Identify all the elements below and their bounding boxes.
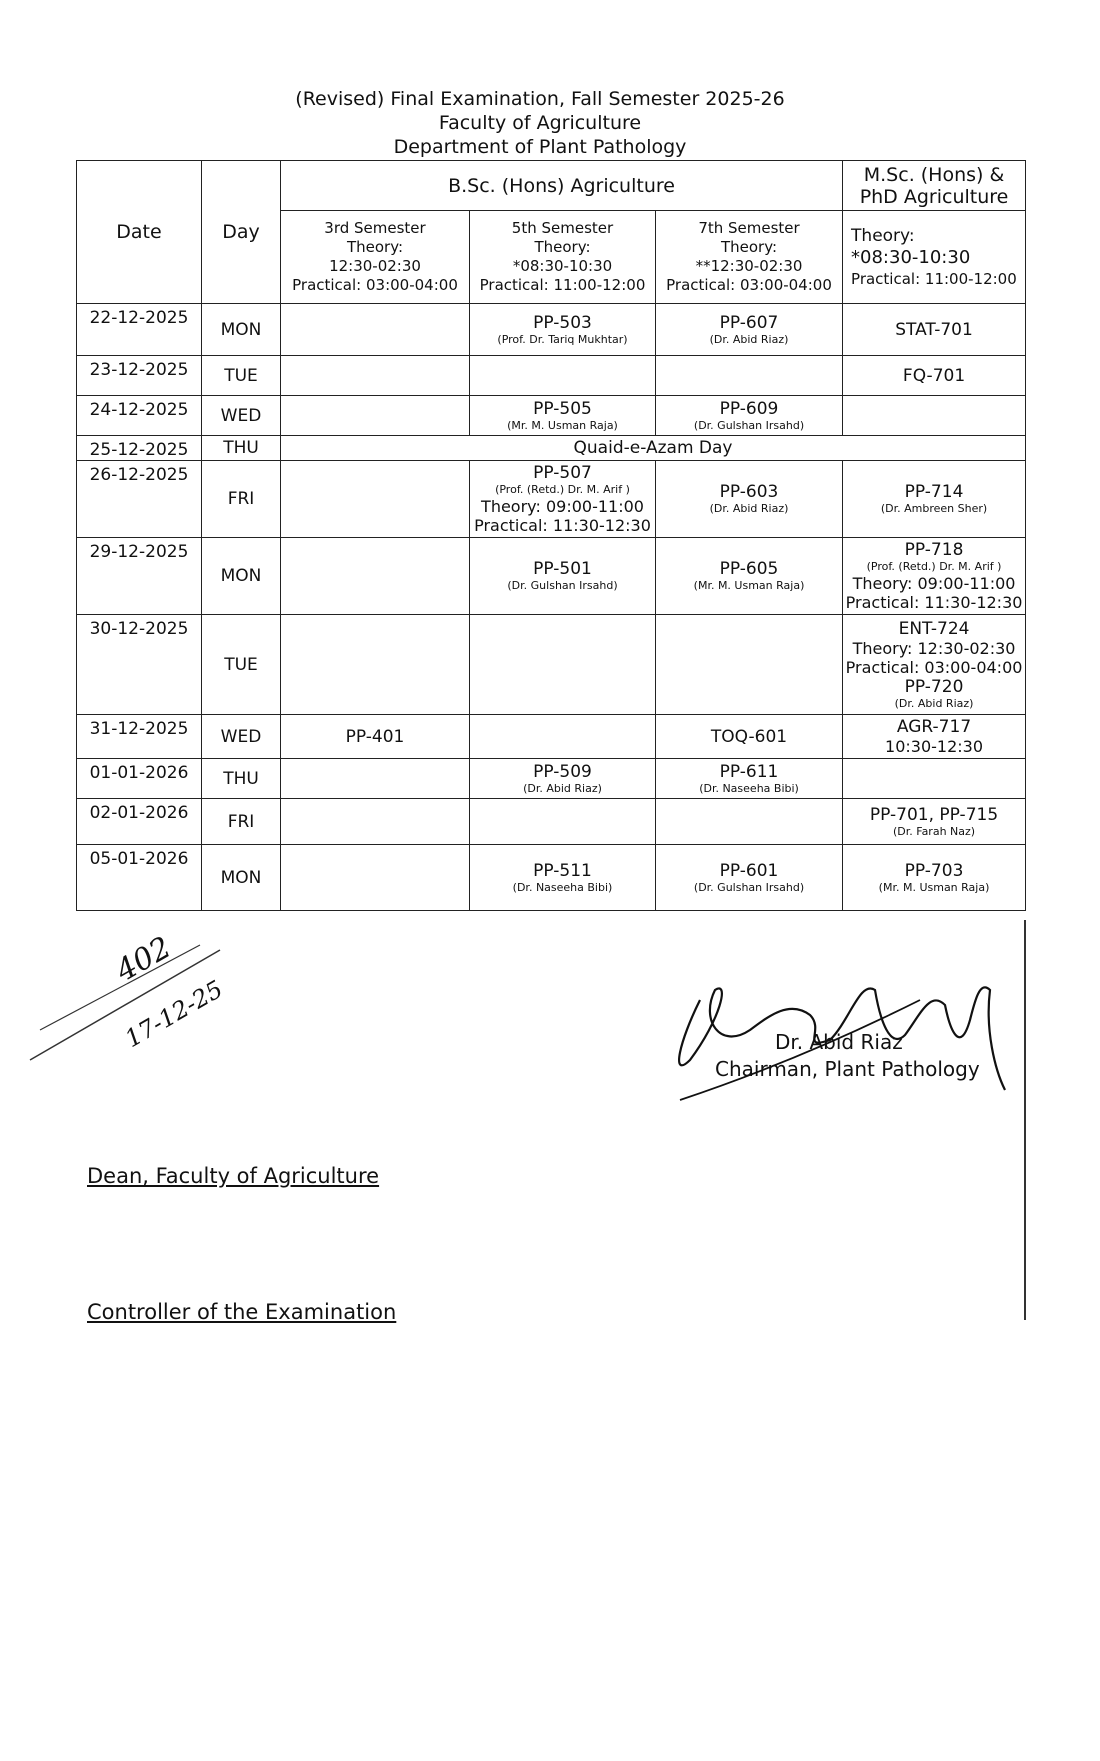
date-cell: 25-12-2025 <box>77 436 202 461</box>
day-cell: FRI <box>202 461 281 538</box>
date-cell: 05-01-2026 <box>77 845 202 911</box>
holiday-cell: Quaid-e-Azam Day <box>281 436 1026 461</box>
instructor-name: (Prof. Dr. Tariq Mukhtar) <box>497 332 628 346</box>
table-row <box>77 845 1026 911</box>
date-cell: 24-12-2025 <box>77 396 202 436</box>
sem7-theory-time: **12:30-02:30 <box>695 257 803 275</box>
instructor-name: (Dr. Gulshan Irsahd) <box>693 880 805 894</box>
table-row <box>77 436 1026 461</box>
instructor-name: (Dr. Naseeha Bibi) <box>512 880 613 894</box>
msc-theory-time: *08:30-10:30 <box>851 247 971 268</box>
msc-cell <box>843 615 1026 715</box>
department-name: Department of Plant Pathology <box>393 136 687 158</box>
msc-cell <box>843 799 1026 845</box>
instructor-name: (Mr. M. Usman Raja) <box>693 579 805 592</box>
table-row <box>77 538 1026 615</box>
msc-group-header <box>843 161 1026 211</box>
date-column-header: Date <box>77 161 202 304</box>
instructor-name: (Dr. Abid Riaz) <box>709 502 789 515</box>
s3-cell <box>281 715 470 759</box>
msc-cell <box>843 759 1026 799</box>
course-code: AGR-717 <box>896 717 972 737</box>
s7-cell <box>656 715 843 759</box>
day-cell: MON <box>202 538 281 615</box>
practical-time: Practical: 11:30-12:30 <box>845 593 1023 612</box>
exam-schedule-table <box>76 160 1026 911</box>
s3-cell <box>281 461 470 538</box>
s5-cell <box>470 715 656 759</box>
course-code: PP-507 <box>533 463 592 483</box>
sem7-header <box>656 211 843 304</box>
table-row <box>77 715 1026 759</box>
table-row <box>77 304 1026 356</box>
instructor-name: (Prof. (Retd.) Dr. M. Arif ) <box>495 483 630 496</box>
sem7-practical-time: Practical: 03:00-04:00 <box>666 276 832 294</box>
sem7-theory-label: Theory: <box>720 238 778 256</box>
exam-time: 10:30-12:30 <box>885 737 984 756</box>
course-code: PP-611 <box>719 761 779 782</box>
course-code: PP-718 <box>904 540 964 560</box>
sem3-practical-time: Practical: 03:00-04:00 <box>292 276 458 294</box>
course-code: PP-605 <box>719 559 779 579</box>
sem5-theory-time: *08:30-10:30 <box>512 257 613 275</box>
date-cell: 23-12-2025 <box>77 356 202 396</box>
s3-cell <box>281 759 470 799</box>
faculty-name: Faculty of Agriculture <box>438 112 642 134</box>
msc-group-line2: PhD Agriculture <box>859 185 1009 208</box>
s5-cell <box>470 759 656 799</box>
sem7-name: 7th Semester <box>698 219 800 237</box>
s5-cell <box>470 461 656 538</box>
document-title: (Revised) Final Examination, Fall Semester 2025-26 <box>295 88 785 110</box>
s5-cell <box>470 396 656 436</box>
msc-cell <box>843 356 1026 396</box>
s3-cell <box>281 845 470 911</box>
table-row <box>77 759 1026 799</box>
sem5-theory-label: Theory: <box>534 238 591 256</box>
day-column-header: Day <box>202 161 281 304</box>
s7-cell <box>656 538 843 615</box>
course-code: TOQ-601 <box>710 726 788 747</box>
day-cell: FRI <box>202 799 281 845</box>
date-cell: 31-12-2025 <box>77 715 202 759</box>
course-code: PP-505 <box>533 398 592 419</box>
s3-cell <box>281 799 470 845</box>
table-row <box>77 615 1026 715</box>
msc-group-line1: M.Sc. (Hons) & <box>863 163 1005 186</box>
controller-signatory: Controller of the Examination <box>87 1300 397 1324</box>
s7-cell <box>656 759 843 799</box>
msc-time-header <box>843 211 1026 304</box>
course-code: PP-703 <box>904 860 964 881</box>
s3-cell <box>281 396 470 436</box>
sem5-name: 5th Semester <box>511 219 614 237</box>
bsc-group-header: B.Sc. (Hons) Agriculture <box>281 161 843 211</box>
instructor-name: (Prof. (Retd.) Dr. M. Arif ) <box>866 560 1002 573</box>
table-row <box>77 356 1026 396</box>
day-cell: THU <box>202 759 281 799</box>
instructor-name: (Dr. Ambreen Sher) <box>880 502 988 515</box>
table-row <box>77 799 1026 845</box>
sem5-practical-time: Practical: 11:00-12:00 <box>479 276 646 294</box>
course-code: PP-701, PP-715 <box>869 804 999 825</box>
msc-cell <box>843 461 1026 538</box>
course-code: PP-601 <box>719 860 779 881</box>
s7-cell <box>656 615 843 715</box>
msc-cell <box>843 304 1026 356</box>
theory-time: Theory: 09:00-11:00 <box>852 574 1016 593</box>
s3-cell <box>281 538 470 615</box>
msc-cell <box>843 538 1026 615</box>
instructor-name: (Dr. Abid Riaz) <box>894 696 974 710</box>
s7-cell <box>656 304 843 356</box>
instructor-name: (Dr. Abid Riaz) <box>709 332 789 346</box>
s7-cell <box>656 845 843 911</box>
course-code: ENT-724 <box>898 618 970 639</box>
instructor-name: (Dr. Gulshan Irsahd) <box>693 418 805 432</box>
msc-cell <box>843 715 1026 759</box>
msc-practical-time: Practical: 11:00-12:00 <box>851 270 1017 288</box>
s5-cell <box>470 845 656 911</box>
sem3-theory-label: Theory: <box>346 238 404 256</box>
instructor-name: (Dr. Farah Naz) <box>892 824 976 838</box>
course-code: FQ-701 <box>902 365 966 386</box>
sem3-name: 3rd Semester <box>324 219 426 237</box>
course-code: PP-501 <box>533 559 592 579</box>
day-cell: WED <box>202 396 281 436</box>
s5-cell <box>470 799 656 845</box>
sem3-theory-time: 12:30-02:30 <box>329 257 421 275</box>
date-cell: 01-01-2026 <box>77 759 202 799</box>
course-code: PP-609 <box>719 398 779 419</box>
msc-cell <box>843 396 1026 436</box>
date-cell: 30-12-2025 <box>77 615 202 715</box>
theory-time: Theory: 12:30-02:30 <box>852 638 1016 658</box>
chairman-name: Dr. Abid Riaz <box>775 1030 903 1054</box>
s7-cell <box>656 396 843 436</box>
table-row <box>77 396 1026 436</box>
sem5-header <box>470 211 656 304</box>
schedule-body <box>77 304 1026 911</box>
practical-time: Practical: 03:00-04:00 <box>845 657 1023 677</box>
day-cell: THU <box>202 436 281 461</box>
course-code: PP-401 <box>345 726 405 747</box>
diary-date: 17-12-25 <box>120 974 228 1054</box>
course-code: PP-509 <box>533 761 592 782</box>
course-code: PP-503 <box>533 312 592 333</box>
practical-time: Practical: 11:30-12:30 <box>474 516 651 535</box>
course-code: PP-720 <box>904 676 964 697</box>
instructor-name: (Mr. M. Usman Raja) <box>878 880 990 894</box>
day-cell: MON <box>202 304 281 356</box>
instructor-name: (Mr. M. Usman Raja) <box>507 418 618 432</box>
s5-cell <box>470 356 656 396</box>
date-cell: 22-12-2025 <box>77 304 202 356</box>
day-cell: MON <box>202 845 281 911</box>
s5-cell <box>470 615 656 715</box>
s3-cell <box>281 356 470 396</box>
course-code: PP-607 <box>719 312 779 333</box>
course-code: PP-714 <box>904 482 964 502</box>
s7-cell <box>656 799 843 845</box>
day-cell: WED <box>202 715 281 759</box>
msc-theory-label: Theory: <box>851 226 915 246</box>
sem3-header <box>281 211 470 304</box>
course-code: STAT-701 <box>895 319 973 340</box>
date-cell: 26-12-2025 <box>77 461 202 538</box>
right-border-line <box>1024 920 1026 1320</box>
course-code: PP-603 <box>719 482 779 502</box>
day-cell: TUE <box>202 615 281 715</box>
s3-cell <box>281 615 470 715</box>
instructor-name: (Dr. Abid Riaz) <box>523 781 602 795</box>
chairman-title: Chairman, Plant Pathology <box>715 1057 980 1081</box>
course-code: PP-511 <box>533 860 592 881</box>
theory-time: Theory: 09:00-11:00 <box>481 497 644 516</box>
diary-stamp <box>20 930 250 1070</box>
s5-cell <box>470 304 656 356</box>
instructor-name: (Dr. Naseeha Bibi) <box>699 781 799 795</box>
msc-cell <box>843 845 1026 911</box>
s5-cell <box>470 538 656 615</box>
dean-signatory: Dean, Faculty of Agriculture <box>87 1164 380 1188</box>
date-cell: 29-12-2025 <box>77 538 202 615</box>
diary-number: 402 <box>110 930 178 989</box>
day-cell: TUE <box>202 356 281 396</box>
table-row <box>77 461 1026 538</box>
s7-cell <box>656 356 843 396</box>
instructor-name: (Dr. Gulshan Irsahd) <box>507 579 618 592</box>
s3-cell <box>281 304 470 356</box>
date-cell: 02-01-2026 <box>77 799 202 845</box>
s7-cell <box>656 461 843 538</box>
